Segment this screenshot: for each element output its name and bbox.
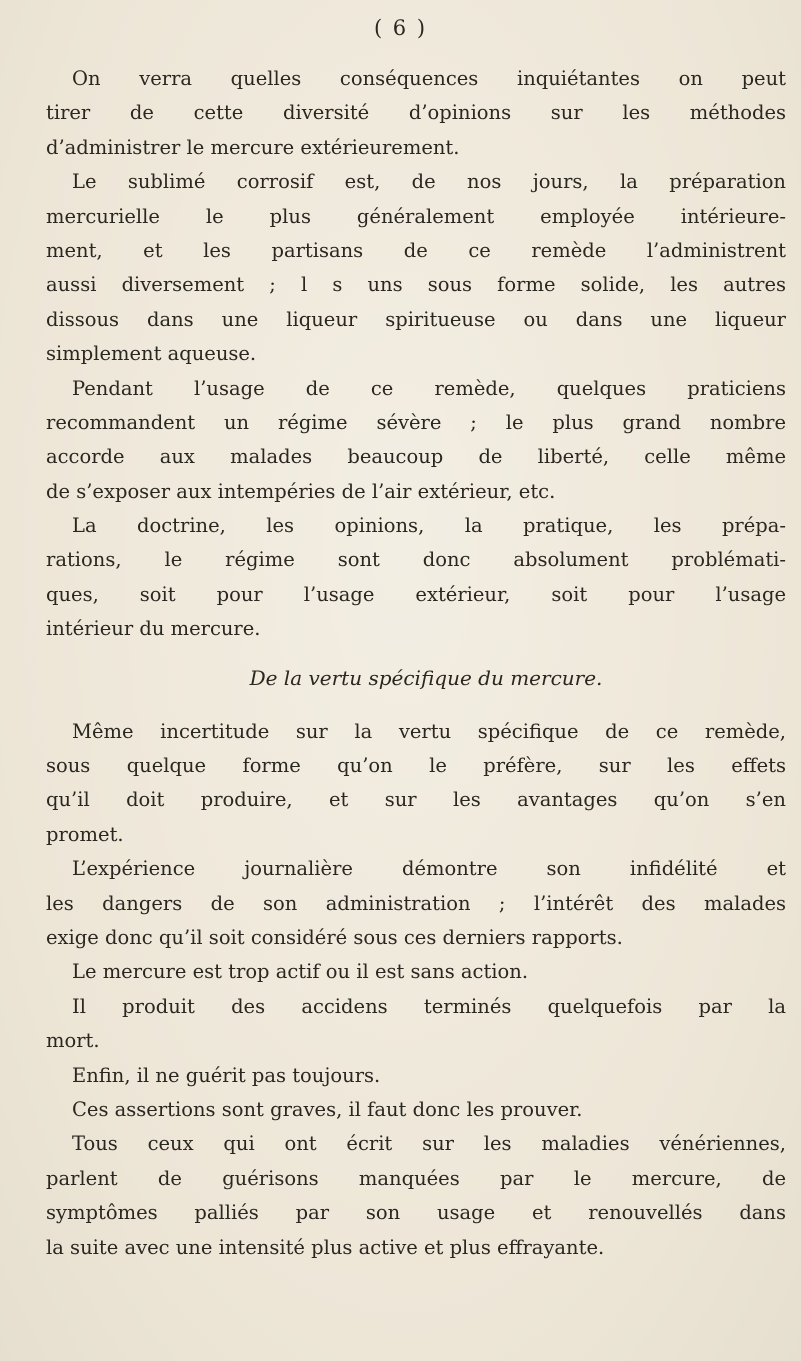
text-line: exige donc qu’il soit considéré sous ces derniers rapports. [46,925,623,949]
section-heading: De la vertu spécifique du mercure. [249,665,603,690]
text-line: rations, le régime sont donc absolument problémati- [46,548,786,572]
paragraph [46,372,786,510]
text-line: parlent de guérisons manquées par le mercure, de [46,1166,786,1190]
paragraph [46,955,786,989]
text-line: Pendant l’usage de ce remède, quelques praticiens [72,376,786,400]
text-line: ment, et les partisans de ce remède l’administrent [46,238,786,262]
text-line: recommandent un régime sévère ; le plus grand nombre [46,410,786,434]
text-line: aussi diversement ; l s uns sous forme solide, les autres [46,273,786,297]
text-line: L’expérience journalière démontre son infidélité et [72,857,786,881]
text-line: ques, soit pour l’usage extérieur, soit pour l’usage [46,582,786,606]
text-line: la suite avec une intensité plus active et plus effrayante. [46,1235,605,1259]
paragraph [46,852,786,955]
paragraph [46,1093,786,1127]
paragraph [46,509,786,647]
text-line: La doctrine, les opinions, la pratique, les prépa- [72,514,786,538]
text-line: Ces assertions sont graves, il faut donc les prouver. [72,1097,583,1121]
text-line: Il produit des accidens terminés quelquefois par la [72,994,786,1018]
text-line: qu’il doit produire, et sur les avantages qu’on s’en [46,788,786,812]
paragraph [46,990,786,1059]
text-line: symptômes palliés par son usage et renouvellés dans [46,1201,786,1225]
text-line: intérieur du mercure. [46,617,261,641]
paragraph [46,165,786,371]
text-line: On verra quelles conséquences inquiétantes on peut [72,67,786,90]
body-text [46,62,786,1265]
paragraph [46,715,786,853]
text-line: Le sublimé corrosif est, de nos jours, la préparation [72,170,786,194]
text-line: dissous dans une liqueur spiritueuse ou dans une liqueur [46,307,786,331]
text-line: d’administrer le mercure extérieurement. [46,135,460,159]
text-line: accorde aux malades beaucoup de liberté, celle même [46,445,786,469]
text-line: Même incertitude sur la vertu spécifique de ce remède, [72,719,786,743]
text-line: sous quelque forme qu’on le préfère, sur les effets [46,754,786,778]
text-line: de s’exposer aux intempéries de l’air extérieur, etc. [46,479,556,503]
text-line: mort. [46,1029,100,1053]
text-line: promet. [46,822,124,846]
paragraph [46,1127,786,1265]
text-line: mercurielle le plus généralement employée intérieure- [46,204,786,228]
text-line: tirer de cette diversité d’opinions sur les méthodes [46,101,786,125]
text-line: Le mercure est trop actif ou il est sans action. [72,960,529,984]
page-number: ( 6 ) [373,16,428,40]
text-line: simplement aqueuse. [46,342,257,366]
text-line: Tous ceux qui ont écrit sur les maladies vénériennes, [72,1132,786,1156]
paragraph [46,1059,786,1093]
paragraph [46,62,786,165]
text-line: Enfin, il ne guérit pas toujours. [72,1063,381,1087]
text-line: les dangers de son administration ; l’intérêt des malades [46,891,786,915]
